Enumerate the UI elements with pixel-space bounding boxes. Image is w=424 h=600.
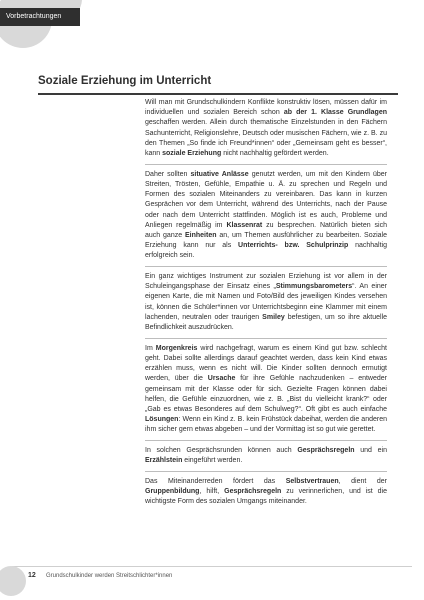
text-run: zu verinnerlichen, und ist die wichtigste Form des sozialen Umgangs miteinander.: [145, 488, 387, 506]
footer-decorative-circle: [0, 566, 26, 596]
bold-text: soziale Erziehung: [162, 150, 222, 158]
bold-text: Gruppenbildung: [145, 488, 200, 496]
bold-text: Morgenkreis: [155, 344, 198, 352]
bold-text: Einheiten: [184, 231, 217, 239]
text-run: wird nachgefragt, warum es einem Kind gut bzw. schlecht geht. Dabei sollte allerdings darauf geachtet werden, dass kein Kind etwas erzählen muss, wenn es nicht will. Die Kinder sollten dennoch ermutigt werden, über die: [145, 344, 387, 383]
paragraph: [145, 477, 387, 508]
text-run: eingeführt werden.: [182, 457, 243, 465]
footer-book-title: Grundschulkinder werden Streitschlichter*innen: [46, 573, 173, 579]
text-run: für ihre Gefühle nachzudenken – entweder gemeinsam mit der Klasse oder für sich. Gezielte Fragen können dabei helfen, die Gefühle einzuordnen, wie z. B. „Bist du vielleicht krank?“ oder „Gab es etwas Besonderes auf dem Schulweg?“. Oft gibt es auch einfache: [145, 375, 387, 413]
paragraph: [145, 272, 387, 333]
footer-divider: [12, 566, 412, 567]
bold-text: Unterrichts- bzw. Schulprinzip: [238, 242, 349, 250]
bold-text: Gesprächsregeln: [224, 488, 282, 496]
paragraph: [145, 344, 387, 436]
bold-text: situative Anlässe: [190, 170, 249, 178]
paragraph-divider: [145, 471, 387, 472]
text-run: Das Miteinanderreden fördert das: [145, 478, 286, 485]
bold-text: Erzählstein: [145, 457, 183, 465]
paragraph: [145, 446, 387, 466]
text-run: Ein ganz wichtiges Instrument zur sozialen Erziehung ist vor allem in der Schuleingangsphase der Einsatz eines „: [145, 273, 387, 291]
text-run: Will man mit Grundschulkindern Konflikte konstruktiv lösen, müssen dafür im individuellen und sozialen Bereich schon: [145, 99, 387, 117]
paragraph: [145, 98, 387, 159]
text-run: In solchen Gesprächsrunden können auch: [145, 447, 298, 455]
paragraph: [145, 170, 387, 262]
text-run: nicht nachhaltig gefördert werden.: [221, 150, 329, 158]
bold-text: Smiley: [262, 313, 285, 321]
text-run: , hilft,: [199, 488, 225, 496]
text-run: an, um Themen ausführlicher zu bearbeiten. Soziale Erziehung kann nur als: [145, 231, 387, 250]
bold-text: ab der 1. Klasse Grundlagen: [283, 109, 387, 117]
text-run: Im: [145, 344, 156, 352]
bold-text: Ursache: [207, 375, 236, 383]
bold-text: Lösungen: [145, 416, 179, 424]
page-number: 12: [28, 572, 36, 579]
title-underline: [38, 93, 398, 95]
paragraph-divider: [145, 164, 387, 165]
text-run: Daher sollten: [145, 170, 191, 178]
text-run: geschaffen werden. Allein durch thematische Einzelstunden in den Fächern Sachunterricht, Religionslehre, Deutsch oder musischen Fächern, wie z. B. zu den Themen „So finde ich Freund*innen“ oder „Gemeinsam geht es besser“, kann: [145, 119, 387, 158]
bold-text: Selbstvertrauen: [285, 478, 339, 485]
text-run: zu besprechen. Natürlich bieten sich auch ganze: [145, 221, 387, 239]
text-run: genutzt werden, um mit den Kindern über Streiten, Trösten, Gefühle, Empathie u. Ä. zu sprechen und Regeln und Formen des sozialen Miteinanders zu vereinbaren. Das kann in kurzen Gesprächen vor dem Unterricht, während des Unterrichts, nach der Pause oder nach dem Unterricht stattfinden. Möglich ist es auch, Probleme und Anliegen regelmäßig im: [145, 170, 387, 229]
bold-text: Stimmungsbarometers: [275, 283, 353, 291]
text-run: nachhaltig erfolgreich sein.: [145, 242, 387, 260]
article-body: [145, 98, 387, 512]
text-run: , dient der: [338, 478, 387, 485]
text-run: befestigen, um so ihre aktuelle Befindlichkeit auszudrücken.: [145, 313, 388, 332]
paragraph-divider: [145, 266, 387, 267]
text-run: : Wenn ein Kind z. B. kein Frühstück dabeihat, werden die anderen ihm sicher gern etwas abgeben – und der Vormittag ist so gut wie gerettet.: [145, 416, 387, 434]
page-title: Soziale Erziehung im Unterricht: [38, 75, 212, 87]
text-run: “. An einer eigenen Karte, die mit Namen und Foto/Bild des jeweiligen Kindes versehen ist, können die Schüler*innen vor Unterrichtsbeginn eine Klammer mit einem lachenden, neutralen oder traurigen: [145, 283, 387, 321]
bold-text: Gesprächsregeln: [297, 447, 355, 455]
bold-text: Klassenrat: [226, 221, 263, 229]
paragraph-divider: [145, 440, 387, 441]
text-run: und ein: [354, 447, 387, 455]
paragraph-divider: [145, 338, 387, 339]
section-tag: Vorbetrachtungen: [0, 8, 80, 26]
